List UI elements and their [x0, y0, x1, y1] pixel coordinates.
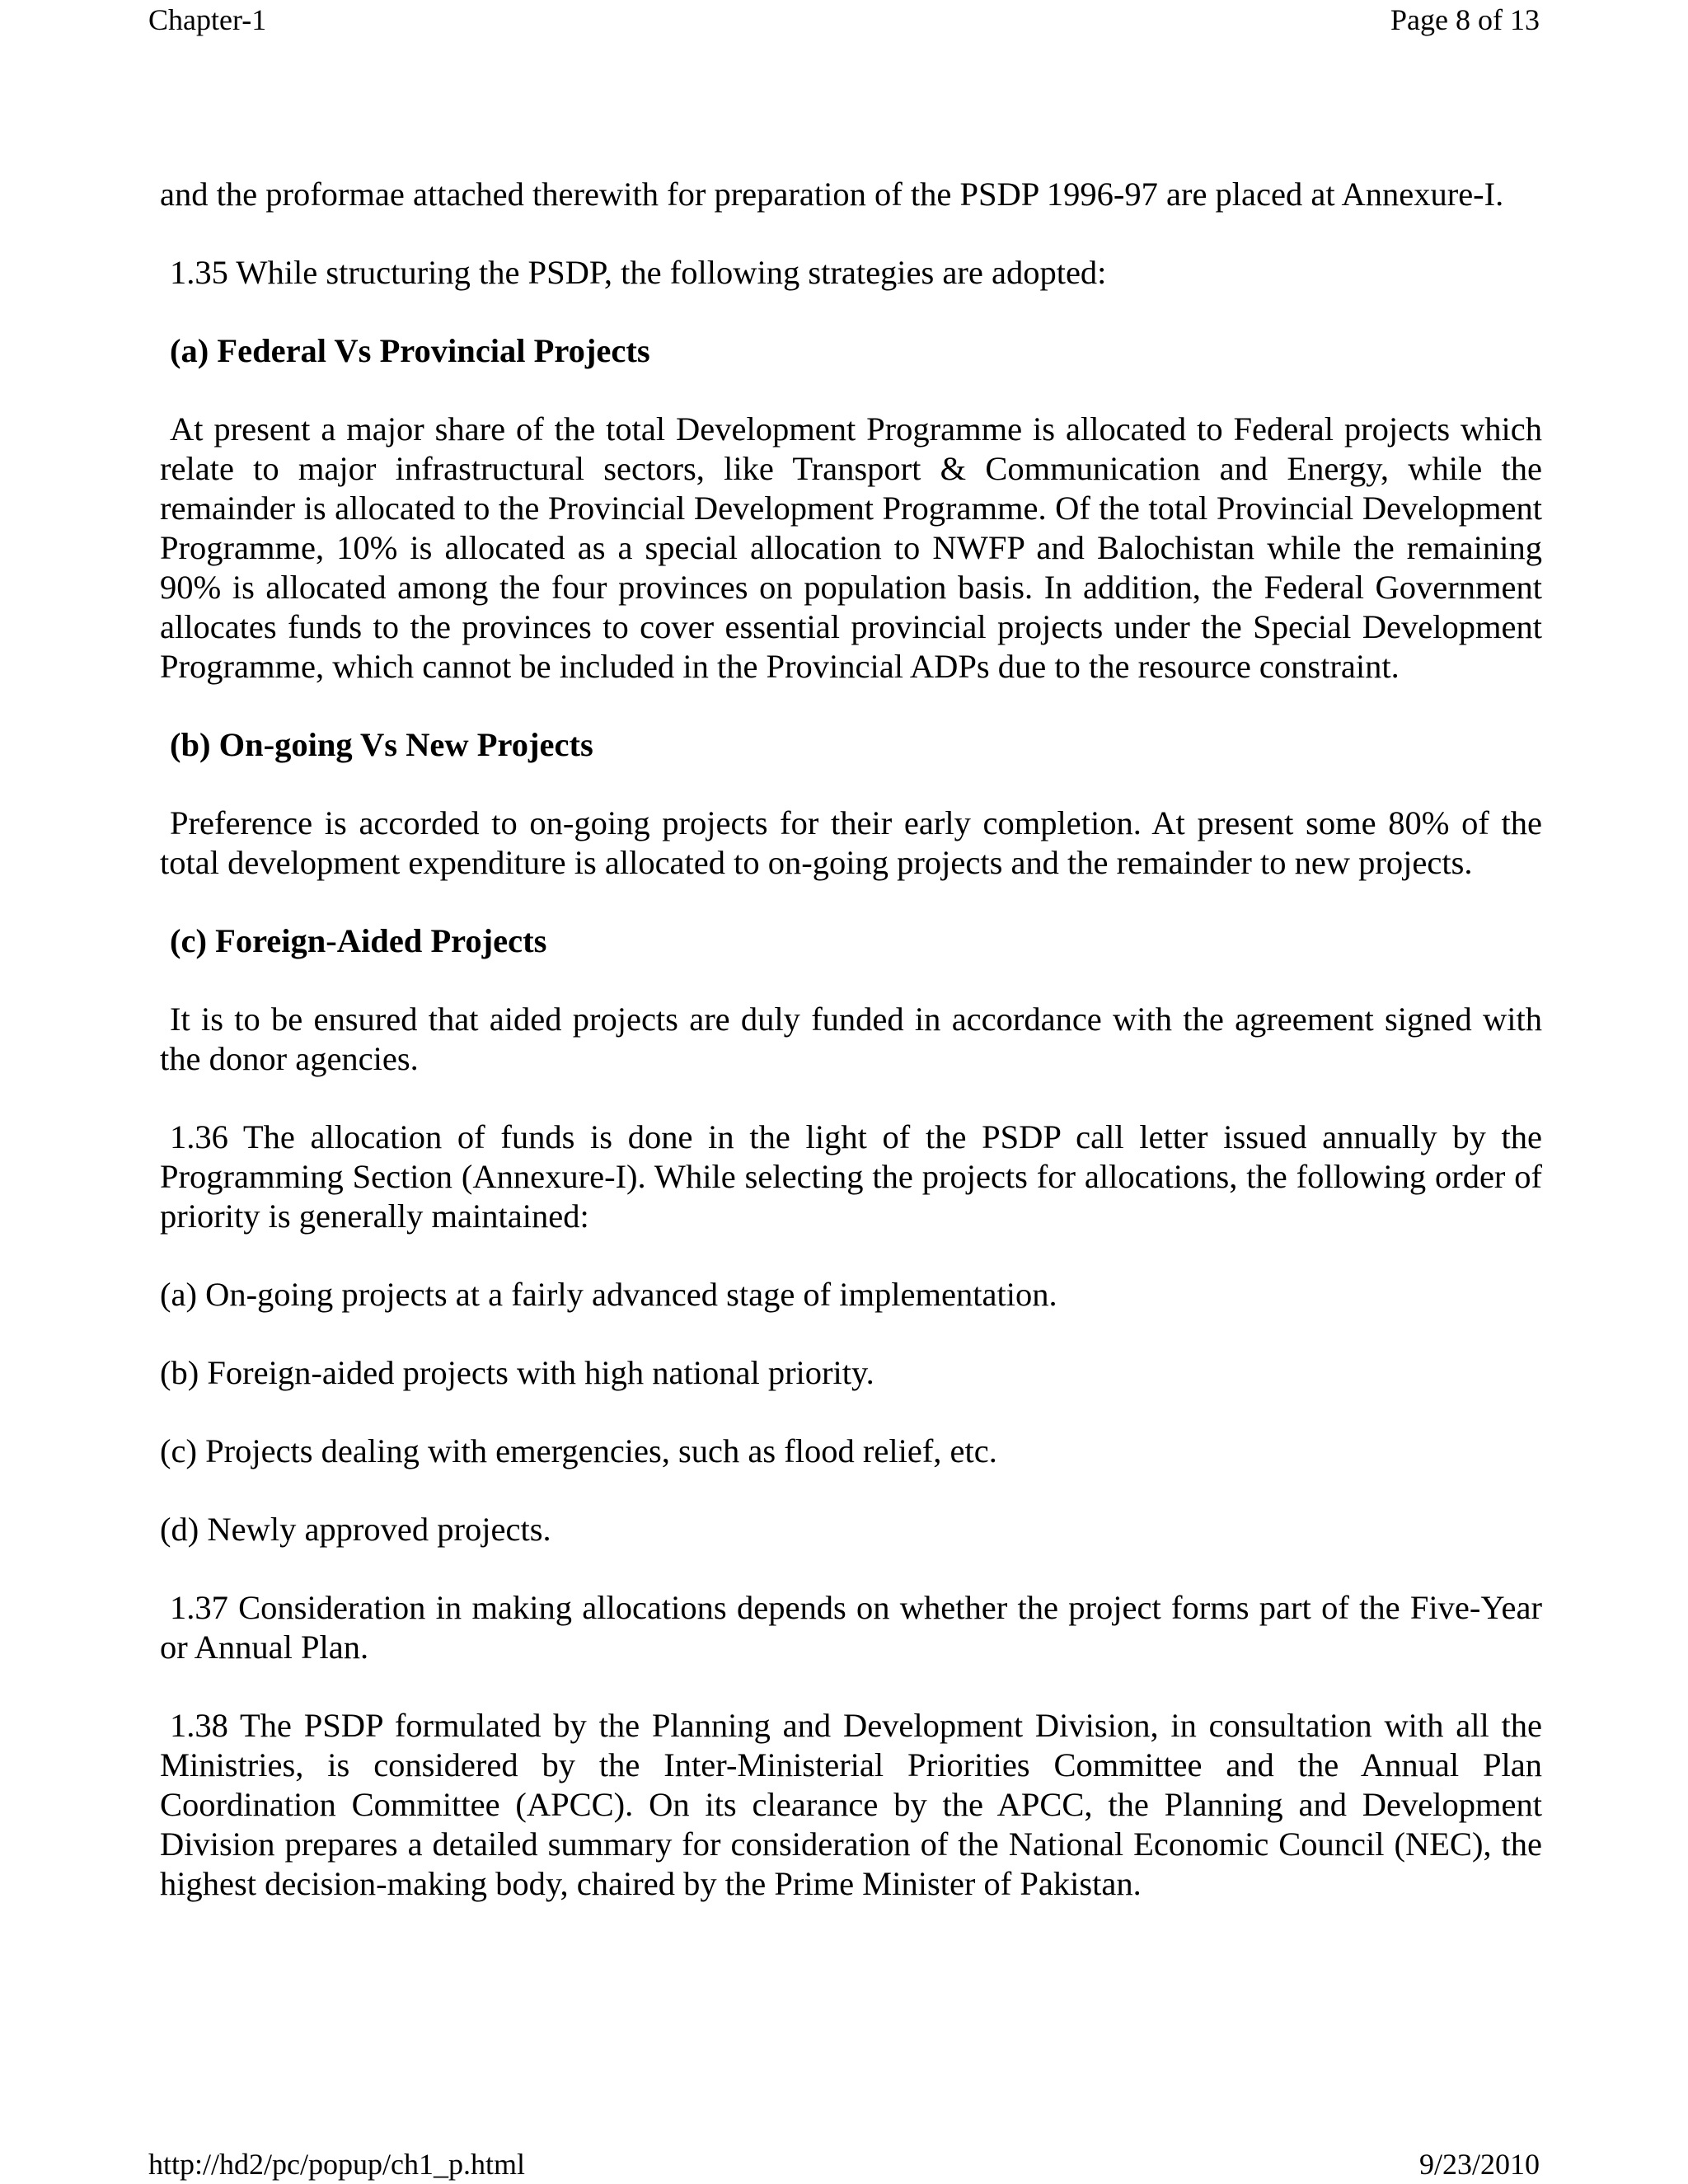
paragraph-intro: and the proformae attached therewith for preparation of the PSDP 1996-97 are placed at Annexure-I. — [160, 176, 1504, 213]
heading-ongoing-vs-new: (b) On-going Vs New Projects — [170, 726, 593, 763]
paragraph-1-35: 1.35 While structuring the PSDP, the following strategies are adopted: — [170, 254, 1107, 291]
paragraph-1-36: 1.36 The allocation of funds is done in the light of the PSDP call letter issued annually by the Programming Section (Annexure-I). While selecting the projects for allocations, the following order of priority is generally maintained: — [160, 1118, 1542, 1235]
paragraph-1-37: 1.37 Consideration in making allocations depends on whether the project forms part of the Five-Year or Annual Plan. — [160, 1589, 1542, 1666]
list-item-priority-a: (a) On-going projects at a fairly advanced stage of implementation. — [160, 1276, 1057, 1313]
page-footer-date: 9/23/2010 — [1418, 2148, 1540, 2181]
document-body — [160, 175, 1542, 1904]
list-item-priority-c: (c) Projects dealing with emergencies, such as flood relief, etc. — [160, 1432, 997, 1469]
heading-foreign-aided: (c) Foreign-Aided Projects — [170, 922, 547, 959]
paragraph-1-38: 1.38 The PSDP formulated by the Planning and Development Division, in consultation with all the Ministries, is considered by the Inter-Ministerial Priorities Committee and the Annual Plan Coordination Committee (APCC). On its clearance by the APCC, the Planning and Development Division prepares a detailed summary for consideration of the National Economic Council (NEC), the highest decision-making body, chaired by the Prime Minister of Pakistan. — [160, 1707, 1542, 1902]
page-footer-url: http://hd2/pc/popup/ch1_p.html — [148, 2148, 525, 2181]
page-header-page-number: Page 8 of 13 — [1390, 3, 1540, 36]
paragraph-federal-vs-provincial: At present a major share of the total Development Programme is allocated to Federal projects which relate to major infrastructural sectors, like Transport & Communication and Energy, while the remainder is allocated to the Provincial Development Programme. Of the total Provincial Development Programme, 10% is allocated as a special allocation to NWFP and Balochistan while the remaining 90% is allocated among the four provinces on population basis. In addition, the Federal Government allocates funds to the provinces to cover essential provincial projects under the Special Development Programme, which cannot be included in the Provincial ADPs due to the resource constraint. — [160, 410, 1542, 685]
paragraph-ongoing-vs-new: Preference is accorded to on-going projects for their early completion. At present some 80% of the total development expenditure is allocated to on-going projects and the remainder to new projects. — [160, 804, 1542, 881]
page-header-chapter: Chapter-1 — [148, 3, 267, 36]
list-item-priority-b: (b) Foreign-aided projects with high national priority. — [160, 1354, 874, 1391]
heading-federal-vs-provincial: (a) Federal Vs Provincial Projects — [170, 332, 650, 369]
paragraph-foreign-aided: It is to be ensured that aided projects are duly funded in accordance with the agreement signed with the donor agencies. — [160, 1001, 1542, 1077]
list-item-priority-d: (d) Newly approved projects. — [160, 1511, 551, 1548]
